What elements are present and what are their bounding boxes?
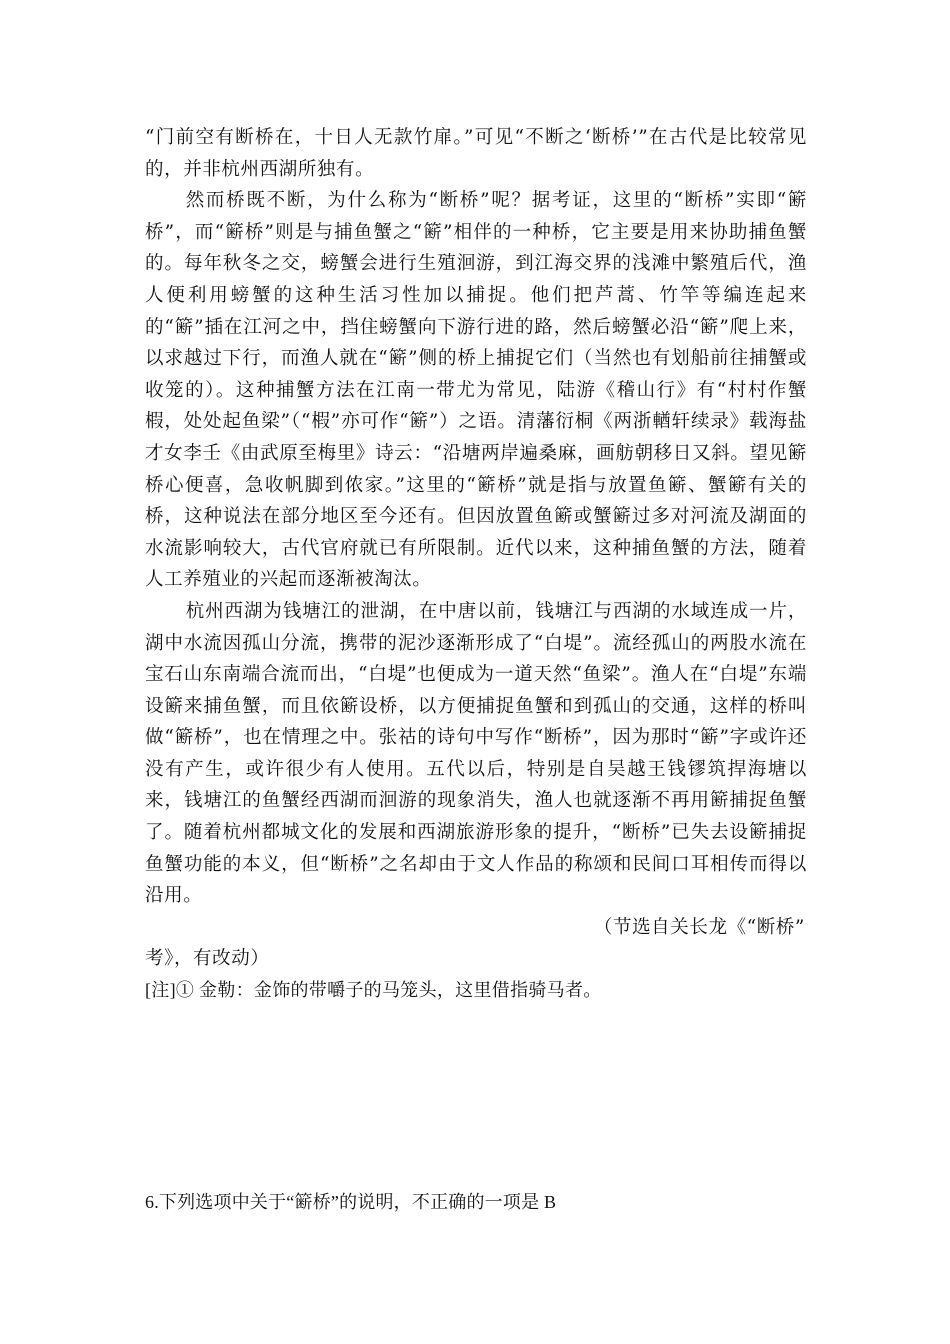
source-citation: （节选自关长龙《“断桥” — [593, 916, 805, 938]
question-6: 6.下列选项中关于“簖桥”的说明，不正确的一项是 B — [145, 1192, 557, 1212]
paragraph-duanqiao-origin: 然而桥既不断，为什么称为“断桥”呢？据考证，这里的“断桥”实即“簖桥”，而“簖桥”则是与捕鱼蟹之“簖”相伴的一种桥，它主要是用来协助捕鱼蟹的。每年秋冬之交，螃蟹会进行生殖洄游，到江海交界的浅滩中繁殖后代，渔人便利用螃蟹的这种生活习性加以捕捉。他们把芦蒿、竹竿等编连起来的“簖”插在江河之中，挡住螃蟹向下游行进的路，然后螃蟹必沿“簖”爬上来，以求越过下行，而渔人就在“簖”侧的桥上捕捉它们（当然也有划船前往捕蟹或收笼的）。这种捕蟹方法在江南一带尤为常见，陆游《稽山行》有“村村作蟹椵，处处起鱼梁”（“椵”亦可作“簖”）之语。清藩衍桐《两浙輶轩续录》载海盐才女李壬《由武原至梅里》诗云：“沿塘两岸遍桑麻，画舫朝移日又斜。望见簖桥心便喜，急收帆脚到侬家。”这里的“簖桥”就是指与放置鱼簖、蟹簖有关的桥，这种说法在部分地区至今还有。但因放置鱼簖或蟹簖过多对河流及湖面的水流影响较大，古代官府就已有所限制。近代以来，这种捕鱼蟹的方法，随着人工养殖业的兴起而逐渐被淘汰。 — [145, 190, 807, 591]
article-body — [145, 122, 807, 1007]
paragraph-continuation: “门前空有断桥在，十日人无款竹扉。”可见“不断之‘断桥’”在古代是比较常见的，并非杭州西湖所独有。 — [145, 127, 807, 180]
source-citation-tail: 考》，有改动） — [145, 948, 270, 970]
footnote: [注]① 金勒：金饰的带嚼子的马笼头，这里借指骑马者。 — [145, 980, 602, 1001]
paragraph-west-lake: 杭州西湖为钱塘江的泄湖，在中唐以前，钱塘江与西湖的水域连成一片，湖中水流因孤山分流，携带的泥沙逐渐形成了“白堤”。流经孤山的两股水流在宝石山东南端合流而出，“白堤”也便成为一道天然“鱼梁”。渔人在“白堤”东端设簖来捕鱼蟹，而且依簖设桥，以方便捕捉鱼蟹和到孤山的交通，这样的桥叫做“簖桥”，也在情理之中。张祜的诗句中写作“断桥”，因为那时“簖”字或许还没有产生，或许很少有人使用。五代以后，特别是自吴越王钱镠筑捍海塘以来，钱塘江的鱼蟹经西湖而洄游的现象消失，渔人也就逐渐不再用簖捕捉鱼蟹了。随着杭州都城文化的发展和西湖旅游形象的提升，“断桥”已失去设簖捕捉鱼蟹功能的本义，但“断桥”之名却由于文人作品的称颂和民间口耳相传而得以沿用。 — [145, 600, 807, 907]
